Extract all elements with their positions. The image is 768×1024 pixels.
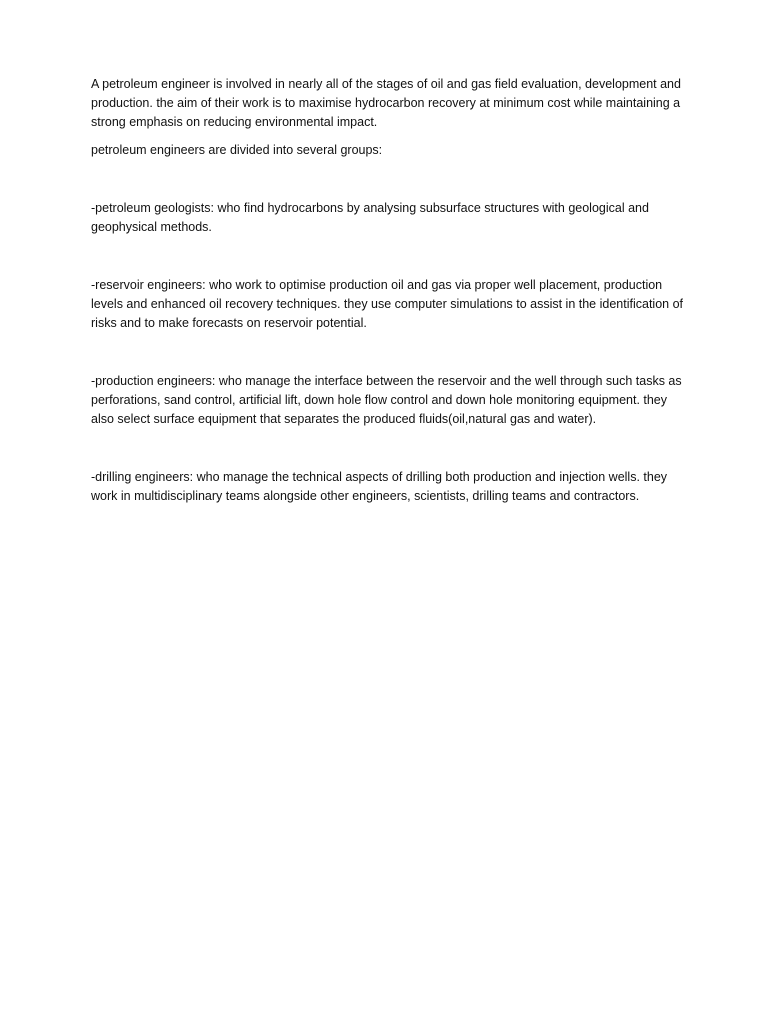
- intro-paragraph: A petroleum engineer is involved in nearly all of the stages of oil and gas field evaluation, development and production. the aim of their work is to maximise hydrocarbon recovery at minimum cost while maintaining a strong emphasis on reducing environmental impact.: [91, 77, 681, 129]
- group-drilling-engineers: -drilling engineers: who manage the technical aspects of drilling both production and injection wells. they work in multidisciplinary teams alongside other engineers, scientists, drilling teams and contractors.: [91, 470, 668, 503]
- paragraph-spacer: [91, 237, 691, 276]
- group-production-engineers: -production engineers: who manage the interface between the reservoir and the well through such tasks as perforations, sand control, artificial lift, down hole flow control and down hole monitoring equipment. they also select surface equipment that separates the produced fluids(oil,natural gas and water).: [91, 374, 682, 426]
- groups-heading: petroleum engineers are divided into several groups:: [91, 143, 383, 157]
- paragraph-spacer: [91, 132, 691, 141]
- document-body: [91, 75, 691, 506]
- group-petroleum-geologists: -petroleum geologists: who find hydrocarbons by analysing subsurface structures with geological and geophysical methods.: [91, 201, 649, 234]
- paragraph-spacer: [91, 160, 691, 199]
- paragraph-spacer: [91, 429, 691, 468]
- paragraph-spacer: [91, 333, 691, 372]
- group-reservoir-engineers: -reservoir engineers: who work to optimise production oil and gas via proper well placement, production levels and enhanced oil recovery techniques. they use computer simulations to assist in the identification of risks and to make forecasts on reservoir potential.: [91, 278, 683, 330]
